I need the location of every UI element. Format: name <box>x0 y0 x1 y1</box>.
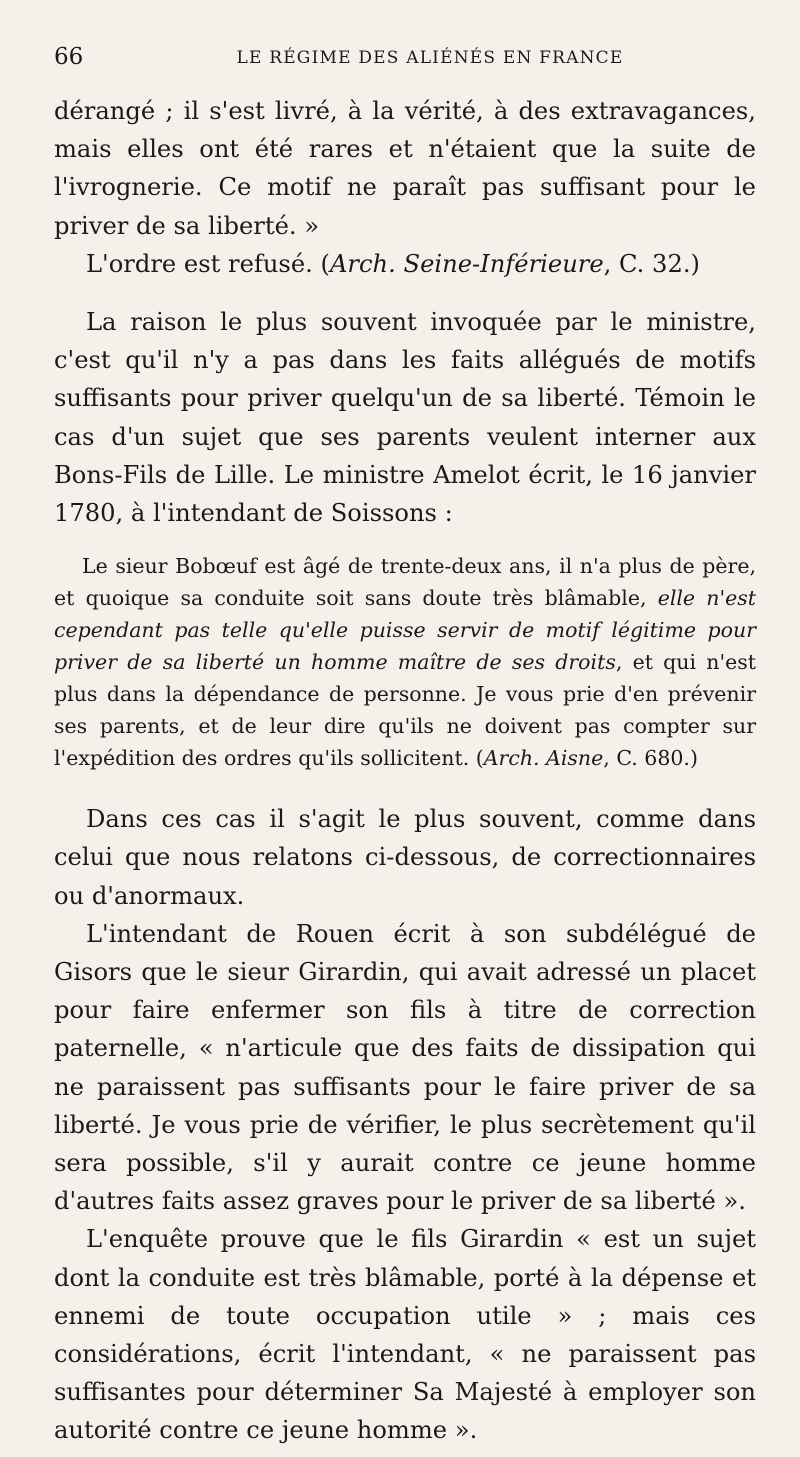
block-quote <box>54 550 756 774</box>
text-run: L'ordre est refusé. ( <box>86 249 330 278</box>
text-run: , C. 680.) <box>603 746 698 771</box>
text-run: Dans ces cas il s'agit le plus souvent, comme dans celui que nous relatons ci-dessous, de correctionnaires ou d'anormaux. <box>54 805 756 910</box>
text-run: , et qui n'est plus dans la dépendance de personne. Je vous prie d'en prévenir ses parents, et de leur dire qu'ils ne doivent pas compter sur l'expédition des ordres qu'ils sollicitent. ( <box>54 650 756 771</box>
paragraph-continued <box>54 92 756 245</box>
text-run: L'intendant de Rouen écrit à son subdélégué de Gisors que le sieur Girardin, qui avait adressé un placet pour faire enfermer son fils à titre de correction paternelle, « n'articule que des faits de dissipation qui ne paraissent pas suffisants pour le faire priver de sa liberté. Je vous prie de vérifier, le plus secrètement qu'il sera possible, s'il y aurait contre ce jeune homme d'autres faits assez graves pour le priver de sa liberté ». <box>54 919 756 1216</box>
paragraph <box>54 303 756 532</box>
page-body <box>54 92 756 1450</box>
paragraph-gap <box>54 774 756 800</box>
italic-text: elle n'est cependant pas telle qu'elle puisse servir de motif légitime pour priver de sa liberté un homme maître de ses droits <box>54 586 756 675</box>
paragraph-gap <box>54 532 756 550</box>
text-run: , C. 32.) <box>603 249 700 278</box>
paragraph <box>54 915 756 1221</box>
paragraph <box>54 800 756 915</box>
text-run: dérangé ; il s'est livré, à la vérité, à des extravagances, mais elles ont été rares et n'étaient que la suite de l'ivrognerie. Ce motif ne paraît pas suffisant pour le priver de sa liberté. » <box>54 97 756 240</box>
text-run: L'enquête prouve que le fils Girardin « est un sujet dont la conduite est très blâmable, porté à la dépense et ennemi de toute occupation utile » ; mais ces considérations, écrit l'intendant, « ne paraissent pas suffisantes pour déterminer Sa Majesté à employer son autorité contre ce jeune homme ». <box>54 1225 756 1445</box>
page-header <box>54 44 756 78</box>
text-run: Le sieur Bobœuf est âgé de trente-deux ans, il n'a plus de père, et quoique sa conduite soit sans doute très blâmable, <box>54 554 756 611</box>
running-head: LE RÉGIME DES ALIÉNÉS EN FRANCE <box>236 48 624 68</box>
paragraph <box>54 245 756 283</box>
italic-text: Arch. Aisne <box>483 746 604 771</box>
paragraph <box>54 1220 756 1449</box>
page-number: 66 <box>54 44 84 70</box>
italic-text: Arch. Seine-Inférieure <box>329 249 604 278</box>
paragraph-gap <box>54 283 756 303</box>
text-run: La raison le plus souvent invoquée par le ministre, c'est qu'il n'y a pas dans les faits allégués de motifs suffisants pour priver quelqu'un de sa liberté. Témoin le cas d'un sujet que ses parents veulent interner aux Bons-Fils de Lille. Le ministre Amelot écrit, le 16 janvier 1780, à l'intendant de Soissons : <box>54 308 756 528</box>
